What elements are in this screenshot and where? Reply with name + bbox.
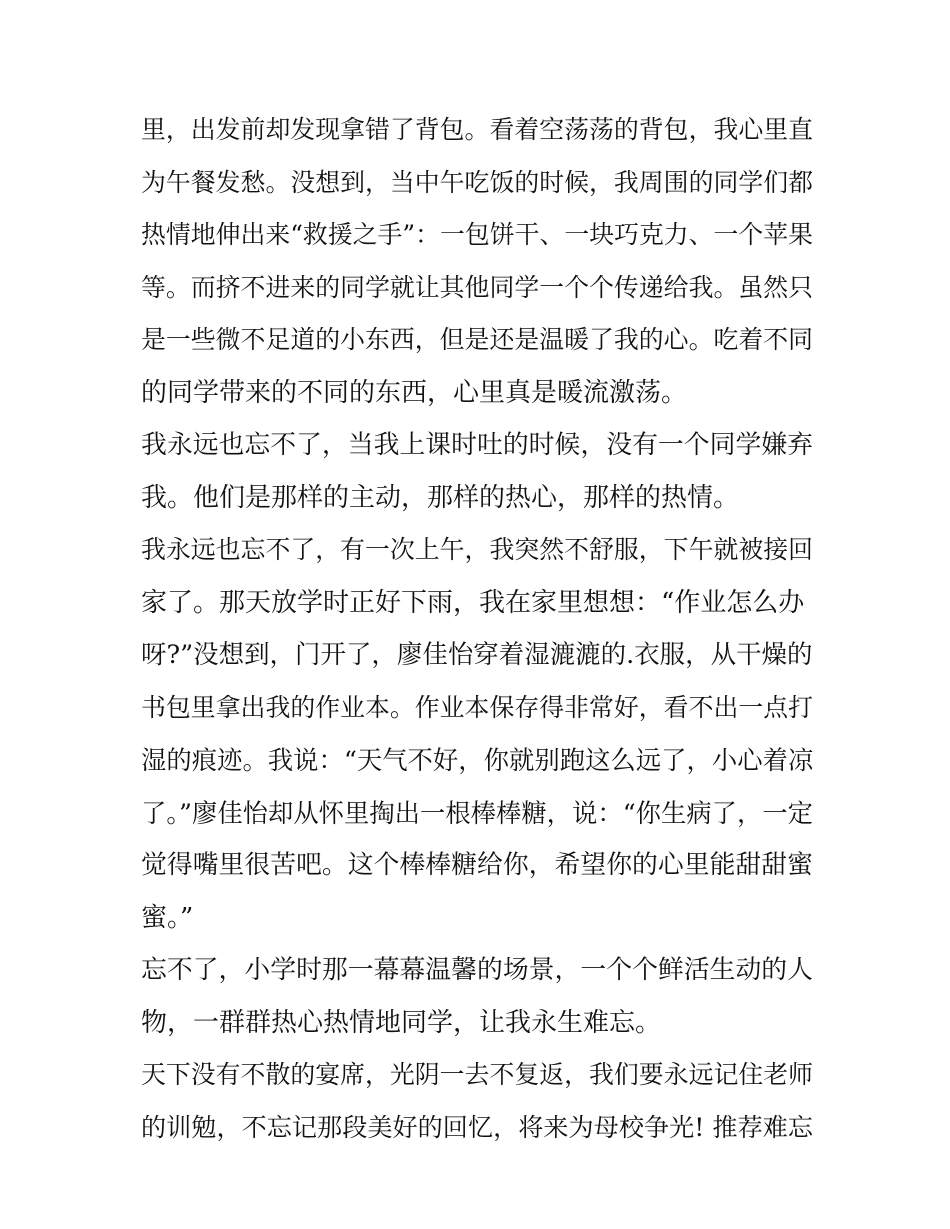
text-line: 忘不了，小学时那一幕幕温馨的场景，一个个鲜活生动的人: [141, 955, 813, 985]
text-line: 湿的痕迹。我说：“天气不好，你就别跑这么远了，小心着凉: [141, 745, 814, 775]
text-line: 为午餐发愁。没想到，当中午吃饭的时候，我周围的同学们都: [141, 167, 813, 197]
text-line: 我永远也忘不了，当我上课时吐的时候，没有一个同学嫌弃: [141, 430, 813, 460]
text-line: 我。他们是那样的主动，那样的热心，那样的热情。: [141, 482, 740, 513]
text-line: 的训勉，不忘记那段美好的回忆，将来为母校争光! 推荐难忘: [141, 1112, 813, 1142]
text-line: 呀?”没想到，门开了，廖佳怡穿着湿漉漉的.衣服，从干燥的: [141, 640, 813, 670]
text-line: 觉得嘴里很苦吧。这个棒棒糖给你，希望你的心里能甜甜蜜: [141, 850, 813, 880]
text-line: 了。”廖佳怡却从怀里掏出一根棒棒糖，说：“你生病了，一定: [141, 797, 813, 828]
text-line: 书包里拿出我的作业本。作业本保存得非常好，看不出一点打: [141, 692, 813, 722]
text-line: 天下没有不散的宴席，光阴一去不复返，我们要永远记住老师: [141, 1060, 813, 1089]
text-line: 是一些微不足道的小东西，但是还是温暖了我的心。吃着不同: [141, 325, 813, 354]
text-line: 家了。那天放学时正好下雨，我在家里想想：“作业怎么办: [141, 587, 805, 618]
text-line: 物，一群群热心热情地同学，让我永生难忘。: [141, 1007, 662, 1038]
text-line: 热情地伸出来“救援之手”：一包饼干、一块巧克力、一个苹果: [141, 220, 813, 249]
body-text: [141, 104, 813, 1154]
text-line: 蜜。”: [141, 902, 194, 933]
text-line: 的同学带来的不同的东西，心里真是暖流激荡。: [141, 377, 688, 408]
text-line: 我永远也忘不了，有一次上午，我突然不舒服，下午就被接回: [141, 535, 813, 564]
text-line: 等。而挤不进来的同学就让其他同学一个个传递给我。虽然只: [141, 272, 813, 302]
text-line: 里，出发前却发现拿错了背包。看着空荡荡的背包，我心里直: [141, 115, 813, 144]
